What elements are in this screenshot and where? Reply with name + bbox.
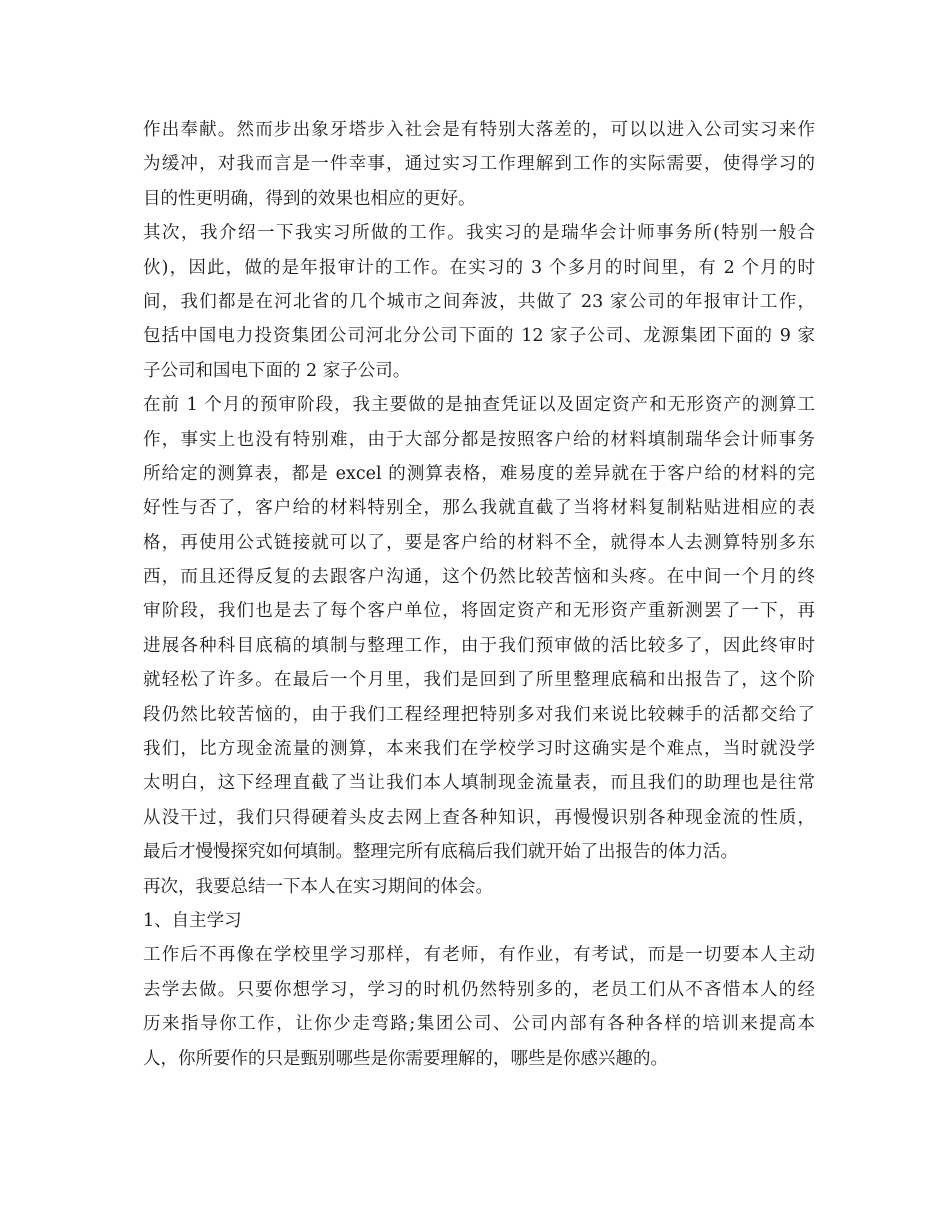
text-line: 伙)，因此，做的是年报审计的工作。在实习的 3 个多月的时间里，有 2 个月的时	[143, 257, 815, 278]
text-line: 进展各种科目底稿的填制与整理工作，由于我们预审做的活比较多了，因此终审时	[143, 635, 815, 656]
text-line: 格，再使用公式链接就可以了，要是客户给的材料不全，就得本人去测算特别多东	[143, 532, 815, 553]
text-line: 审阶段，我们也是去了每个客户单位，将固定资产和无形资产重新测罢了一下，再	[143, 601, 815, 622]
text-line: 太明白，这下经理直截了当让我们本人填制现金流量表，而且我们的助理也是往常	[143, 773, 815, 794]
text-line: 包括中国电力投资集团公司河北分公司下面的 12 家子公司、龙源集团下面的 9 家	[143, 326, 815, 347]
text-line: 所给定的测算表，都是 excel 的测算表格，难易度的差异就在于客户给的材料的完	[143, 463, 815, 484]
text-line: 好性与否了，客户给的材料特别全，那么我就直截了当将材料复制粘贴进相应的表	[143, 498, 815, 519]
text-line: 子公司和国电下面的 2 家子公司。	[143, 360, 411, 381]
text-line: 我们，比方现金流量的测算，本来我们在学校学习时这确实是个难点，当时就没学	[143, 739, 815, 760]
text-line: 再次，我要总结一下本人在实习期间的体会。	[143, 876, 493, 897]
text-line: 为缓冲，对我而言是一件幸事，通过实习工作理解到工作的实际需要，使得学习的	[143, 154, 815, 175]
text-line: 间，我们都是在河北省的几个城市之间奔波，共做了 23 家公司的年报审计工作，	[143, 291, 815, 312]
text-line: 工作后不再像在学校里学习那样，有老师，有作业，有考试，而是一切要本人主动	[143, 945, 815, 966]
text-line: 历来指导你工作，让你少走弯路;集团公司、公司内部有各种各样的培训来提高本	[143, 1014, 815, 1035]
text-line: 去学去做。只要你想学习，学习的时机仍然特别多的，老员工们从不吝惜本人的经	[143, 979, 815, 1000]
text-line: 人，你所要作的只是甄别哪些是你需要理解的，哪些是你感兴趣的。	[143, 1048, 668, 1069]
text-line: 段仍然比较苦恼的，由于我们工程经理把特别多对我们来说比较棘手的活都交给了	[143, 704, 815, 725]
text-line: 就轻松了许多。在最后一个月里，我们是回到了所里整理底稿和出报告了，这个阶	[143, 670, 815, 691]
document-body	[143, 113, 815, 1076]
text-line: 西，而且还得反复的去跟客户沟通，这个仍然比较苦恼和头疼。在中间一个月的终	[143, 567, 815, 588]
text-line: 在前 1 个月的预审阶段，我主要做的是抽查凭证以及固定资产和无形资产的测算工	[143, 395, 815, 416]
text-line: 作，事实上也没有特别难，由于大部分都是按照客户给的材料填制瑞华会计师事务	[143, 429, 815, 450]
text-line: 从没干过，我们只得硬着头皮去网上查各种知识，再慢慢识别各种现金流的性质，	[143, 807, 815, 828]
text-line: 作出奉献。然而步出象牙塔步入社会是有特别大落差的，可以以进入公司实习来作	[143, 120, 815, 140]
text-line: 最后才慢慢探究如何填制。整理完所有底稿后我们就开始了出报告的体力活。	[143, 842, 738, 863]
text-line: 目的性更明确，得到的效果也相应的更好。	[143, 188, 476, 209]
section-heading: 1、自主学习	[143, 910, 242, 931]
text-line: 其次，我介绍一下我实习所做的工作。我实习的是瑞华会计师事务所(特别一般合	[143, 223, 815, 244]
